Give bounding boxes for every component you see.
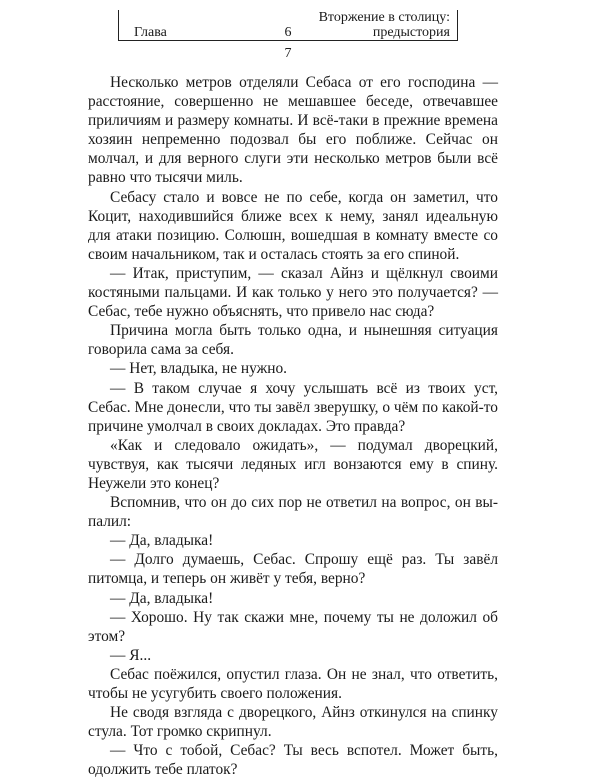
paragraph-10: — Долго думаешь, Себас. Спрошу ещё раз. Ты завёл питомца, и теперь он живёт у тебя, верно? (88, 551, 498, 588)
page-number: 7 (284, 46, 292, 61)
chapter-title-line-1: Вторжение в столицу: (318, 10, 450, 25)
paragraph-1: Несколько метров отделяли Себаса от его господина — расстояние, совершенно не мешавшее беседе, отвечавшее приличиям и размеру комнаты. И всё-таки в прежние времена хозяин непременно подозвал бы его поближе. Сейчас он молчал, и для верного слуги эти несколько метров были всё равно что тысячи миль. (88, 74, 498, 187)
paragraph-13: — Я... (110, 646, 152, 664)
chapter-title (319, 10, 450, 40)
paragraph-16: — Что с тобой, Себас? Ты весь вспотел. Может быть, одолжить тебе платок? (88, 742, 498, 779)
paragraph-14: Себас поёжился, опустил глаза. Он не знал, что ответить, чтобы не усугубить своего положения. (88, 665, 498, 702)
paragraph-6: — В таком случае я хочу услышать всё из твоих уст, Себас. Мне донесли, что ты завёл зверушку, о чём по какой-то причине умолчал в своих докладах. Это правда? (88, 379, 498, 435)
paragraph-12: — Хорошо. Ну так скажи мне, почему ты не доложил об этом? (88, 608, 498, 645)
body-text (88, 73, 498, 779)
paragraph-11: — Да, владыка! (110, 589, 214, 607)
paragraph-8: Вспомнив, что он до сих пор не ответил на вопрос, он выпалил: (88, 494, 498, 531)
paragraph-3: — Итак, приступим, — сказал Айнз и щёлкнул своими костяными пальцами. И как только у него это получается? — Себас, тебе нужно объяснять, что привело нас сюда? (88, 264, 498, 321)
paragraph-4: Причина могла быть только одна, и нынешняя ситуация говорила сама за себя. (88, 322, 498, 359)
header-right-tick (457, 10, 458, 40)
paragraph-15: Не сводя взгляда с дворецкого, Айнз откинулся на спинку стула. Тот громко скрипнул. (88, 704, 498, 741)
running-header (118, 10, 458, 72)
paragraph-5: — Нет, владыка, не нужно. (110, 360, 288, 378)
paragraph-7: «Как и следовало ожидать», — подумал дворецкий, чувствуя, как тысячи ледяных игл вонзаются ему в спину. Неужели это конец? (88, 436, 498, 492)
chapter-title-line-2: предыстория (372, 25, 450, 40)
paragraph-9: — Да, владыка! (110, 532, 214, 550)
header-left-tick (118, 10, 119, 40)
paragraph-2: Себасу стало и вовсе не по себе, когда он заметил, что Коцит, находившийся ближе всех к нему, занял идеальную для атаки позицию. Солюшн, вошедшая в комнату вместе со своим начальником, так и осталась стоять за его спиной. (88, 188, 498, 263)
chapter-label: Глава (134, 25, 167, 40)
chapter-number: 6 (284, 25, 292, 40)
